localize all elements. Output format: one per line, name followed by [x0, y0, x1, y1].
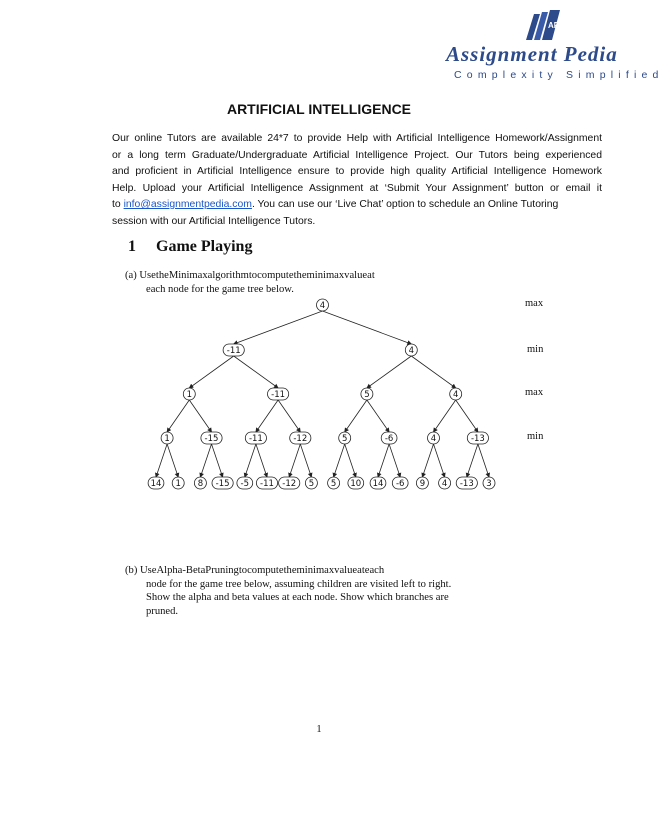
tree-edge [289, 444, 300, 477]
tree-node [268, 388, 289, 400]
tree-edge [345, 444, 356, 477]
tree-node-value: 1 [164, 434, 170, 444]
tree-edge [478, 444, 489, 477]
email-link[interactable]: info@assignmentpedia.com [123, 199, 252, 210]
tree-node-value: -13 [459, 479, 474, 489]
tree-node-value: -6 [384, 434, 394, 444]
tree-edge [300, 444, 311, 477]
tree-edge [234, 311, 323, 344]
tree-leaf-node [305, 477, 317, 489]
tree-node [201, 432, 222, 444]
tree-edge [422, 444, 433, 477]
question-b-line: pruned. [146, 605, 179, 617]
tree-leaf-node [237, 477, 253, 489]
tree-node [381, 432, 397, 444]
tree-node-value: -12 [293, 434, 308, 444]
logo-tagline: Complexity Simplified [454, 69, 664, 81]
document-title: ARTIFICIAL INTELLIGENCE [226, 101, 412, 117]
logo-mark-text: AP [548, 21, 560, 30]
logo-brand-name: Assignment Pedia [446, 42, 618, 66]
tree-edge [467, 444, 478, 477]
tree-node [290, 432, 311, 444]
tree-node [317, 299, 329, 311]
tree-edge [334, 444, 345, 477]
tree-edge [256, 400, 278, 432]
tree-leaf-node [172, 477, 184, 489]
intro-line: and proficient in Artificial Intelligence ensure to provide high quality Artificial Intelligence Homework [112, 166, 602, 177]
tree-leaf-node [148, 477, 164, 489]
question-b [125, 564, 495, 618]
tree-node-value: 5 [364, 390, 370, 400]
tree-leaf-node [348, 477, 364, 489]
tree-node-value: 4 [408, 346, 415, 356]
question-b-line: node for the game tree below, assuming children are visited left to right. [146, 578, 452, 590]
tree-edge [367, 356, 411, 388]
tree-node [183, 388, 195, 400]
level-label-max: max [525, 387, 544, 398]
tree-node [467, 432, 488, 444]
tree-leaf-node [279, 477, 300, 489]
level-label-min: min [527, 344, 544, 355]
question-b-line: (b) UseAlpha-BetaPruningtocomputetheminimaxvalueateach [125, 565, 385, 576]
question-a-line: each node for the game tree below. [146, 283, 294, 295]
tree-edge [411, 356, 455, 388]
tree-edge [367, 400, 389, 432]
tree-edge [378, 444, 389, 477]
tree-leaf-node [439, 477, 451, 489]
tree-leaf-node [328, 477, 340, 489]
tree-node-value: 14 [150, 479, 162, 489]
level-label-max: max [525, 298, 544, 309]
tree-node-value: 4 [452, 390, 459, 400]
intro-line: or a long term Graduate/Undergraduate Artificial Intelligence Project. Our Tutors being experienced [112, 149, 602, 161]
tree-node-value: 3 [486, 479, 492, 489]
tree-node-value: -11 [248, 434, 263, 444]
tree-node-value: -11 [271, 390, 286, 400]
tree-leaf-node [194, 477, 206, 489]
tree-node-value: 4 [441, 479, 448, 489]
tree-node-value: 14 [372, 479, 384, 489]
tree-node [339, 432, 351, 444]
tree-node-value: 5 [308, 479, 315, 489]
question-a-line: (a) UsetheMinimaxalgorithmtocomputetheminimaxvalueat [125, 270, 375, 281]
tree-edge [189, 356, 233, 388]
tree-edge [234, 356, 278, 388]
tree-node [428, 432, 440, 444]
tree-leaf-node [483, 477, 495, 489]
tree-node-value: -13 [470, 434, 485, 444]
tree-leaf-node [456, 477, 477, 489]
tree-node [245, 432, 266, 444]
tree-edge [245, 444, 256, 477]
intro-line-email: to info@assignmentpedia.com. You can use our ‘Live Chat’ option to schedule an Online Tutoring [112, 199, 559, 210]
tree-edge [189, 400, 211, 432]
tree-node-value: -5 [240, 479, 250, 489]
tree-edge [156, 444, 167, 477]
tree-node-value: -11 [260, 479, 274, 489]
tree-leaf-node [370, 477, 386, 489]
tree-node-value: -15 [204, 434, 219, 444]
tree-edge [212, 444, 223, 477]
tree-edge [434, 444, 445, 477]
intro-line: Our online Tutors are available 24*7 to provide Help with Artificial Intelligence Homework/Assignment [112, 133, 602, 144]
tree-leaf-node [416, 477, 428, 489]
tree-node-value: -6 [395, 479, 405, 489]
tree-node [405, 344, 417, 356]
tree-node-value: -11 [226, 346, 241, 356]
tree-node [161, 432, 173, 444]
tree-node-value: 9 [419, 479, 426, 489]
tree-node-value: 5 [330, 479, 337, 489]
tree-edge [345, 400, 367, 432]
tree-leaf-node [392, 477, 408, 489]
tree-node-value: 5 [341, 434, 348, 444]
section-title: Game Playing [156, 238, 253, 255]
tree-edge [434, 400, 456, 432]
tree-node [361, 388, 373, 400]
tree-edge [167, 444, 178, 477]
tree-leaf-node [256, 477, 277, 489]
tree-edge [323, 311, 412, 344]
tree-node-value: 1 [186, 390, 193, 400]
tree-node-value: 8 [197, 479, 204, 489]
tree-node-value: -12 [282, 479, 297, 489]
question-b-line: Show the alpha and beta values at each node. Show which branches are [146, 592, 449, 603]
tree-edge [200, 444, 211, 477]
tree-node [450, 388, 462, 400]
tree-node-value: 10 [350, 479, 362, 489]
tree-node-value: 4 [319, 301, 326, 311]
page-number: 1 [316, 724, 322, 735]
tree-edge [278, 400, 300, 432]
tree-edge [456, 400, 478, 432]
tree-edge [256, 444, 267, 477]
tree-edge [389, 444, 400, 477]
tree-edge [167, 400, 189, 432]
tree-node-value: -15 [215, 479, 230, 489]
tree-node [223, 344, 244, 356]
tree-leaf-node [212, 477, 233, 489]
section-number: 1 [128, 238, 136, 255]
tree-node-value: 1 [175, 479, 181, 489]
tree-node-value: 4 [430, 434, 437, 444]
intro-line: session with our Artificial Intelligence Tutors. [112, 215, 316, 227]
intro-line: Help. Upload your Artificial Intelligence Assignment at ‘Submit Your Assignment’ button or email it [112, 182, 602, 194]
level-label-min: min [527, 431, 544, 442]
